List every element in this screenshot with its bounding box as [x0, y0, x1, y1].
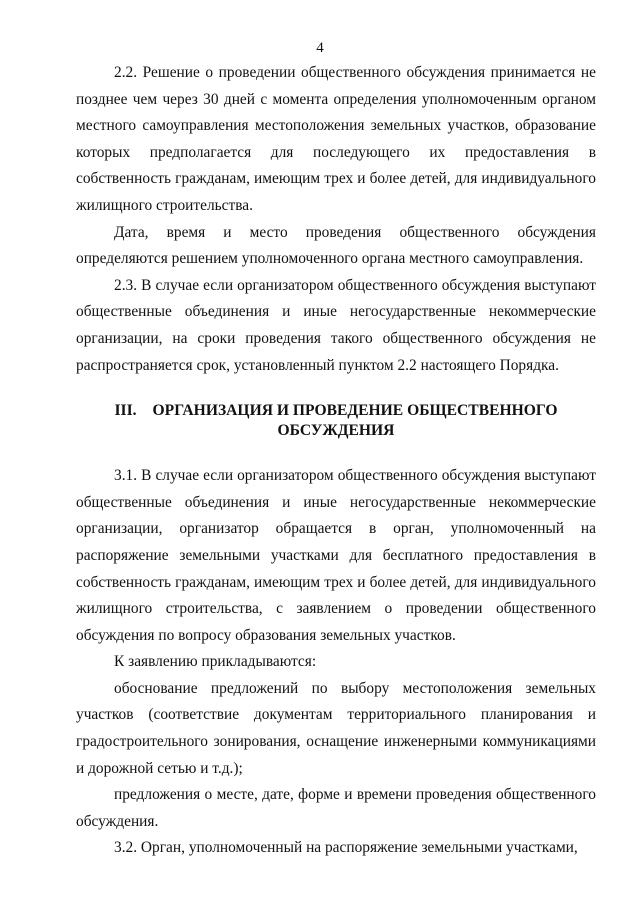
section-heading [76, 379, 596, 463]
section-number: III. [114, 402, 137, 420]
paragraph-attachments-intro: К заявлению прикладываются: [114, 653, 317, 671]
paragraph-2-2: 2.2. Решение о проведении общественного обсуждения принимается не позднее чем через 30 дней с момента определения уполномоченным органом местного самоуправления местоположения земельных участков, образование которых предполагается для последующего их предоставления в собственность гражданам, имеющим трех и более детей, для индивидуального жилищного строительства. [76, 64, 596, 214]
paragraph-2-3: 2.3. В случае если организатором общественного обсуждения выступают общественные объединения и иные негосударственные некоммерческие организации, на сроки проведения такого общественного обсуждения не распространяется срок, установленный пунктом 2.2 настоящего Порядка. [76, 276, 596, 374]
paragraph-justification: обоснование предложений по выбору местоположения земельных участков (соответствие документам территориального планирования и градостроительного зонирования, оснащение инженерными коммуникациями и дорожной сетью и т.д.); [76, 679, 596, 777]
paragraph-3-2: 3.2. Орган, уполномоченный на распоряжение земельными участками, [114, 839, 578, 857]
section-title-line-1: ОРГАНИЗАЦИЯ И ПРОВЕДЕНИЕ ОБЩЕСТВЕННОГО [152, 402, 558, 420]
paragraph-proposals: предложения о месте, дате, форме и времени проведения общественного обсуждения. [76, 786, 596, 830]
document-body [76, 60, 596, 862]
paragraph-3-1: 3.1. В случае если организатором общественного обсуждения выступают общественные объединения и иные негосударственные некоммерческие организации, организатор обращается в орган, уполномоченный на распоряжение земельными участками для бесплатного предоставления в собственность гражданам, имеющим трех и более детей, для индивидуального жилищного строительства, с заявлением о проведении общественного обсуждения по вопросу образования земельных участков. [76, 467, 596, 644]
page-number: 4 [316, 40, 324, 56]
paragraph-date-time-place: Дата, время и место проведения общественного обсуждения определяются решением уполномоченного органа местного самоуправления. [76, 223, 596, 268]
section-heading-line-1 [76, 401, 596, 421]
section-title-line-2: ОБСУЖДЕНИЯ [277, 422, 395, 440]
